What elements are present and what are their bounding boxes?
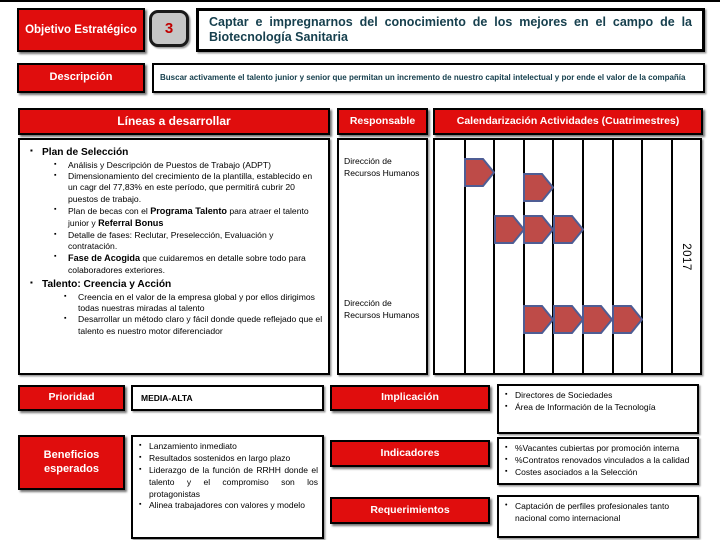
gantt-arrow xyxy=(582,305,613,334)
list-item: ▪ Resultados sostenidos en largo plazo xyxy=(133,453,318,465)
objective-title-box xyxy=(196,8,705,52)
objective-title: Captar e impregnarnos del conocimiento de los mejores en el campo de la Biotecnología Sanitaria xyxy=(209,15,692,44)
lineas-a-desarrollar-label: Líneas a desarrollar xyxy=(18,108,330,135)
list-item: ▪ Dimensionamiento del crecimiento de la plantilla, establecido en un cagr del 77,83% en este período, que permitirá cubrir 20 puestos de trabajo. xyxy=(20,171,324,205)
indicadores-list xyxy=(499,439,697,479)
list-item: ▪ Costes asociados a la Selección xyxy=(499,467,693,479)
list-item: ▪ Lanzamiento inmediato xyxy=(133,441,318,453)
descripcion-text: Buscar activamente el talento junior y senior que permitan un incremento de nuestro capital intelectual y por ende el valor de la compañía xyxy=(160,73,686,83)
implicacion-box xyxy=(497,384,699,434)
list-item: ▪ Detalle de fases: Reclutar, Preselección, Evaluación y contratación. xyxy=(20,230,324,253)
indicadores-box xyxy=(497,437,699,485)
beneficios-box xyxy=(131,435,324,539)
year-label: 2017 xyxy=(680,242,692,271)
objetivo-estrategico-text: Objetivo Estratégico xyxy=(25,23,137,36)
responsable-label: Responsable xyxy=(337,108,428,135)
list-item: ▪ %Vacantes cubiertas por promoción interna xyxy=(499,443,693,455)
list-item: ▪ Alinea trabajadores con valores y modelo xyxy=(133,500,318,512)
gantt-arrow xyxy=(553,305,584,334)
gantt-arrow xyxy=(523,173,554,202)
beneficios-list xyxy=(133,437,322,512)
list-item: ▪ Área de Información de la Tecnología xyxy=(499,402,693,414)
lineas-list xyxy=(20,140,328,337)
gantt-arrow xyxy=(494,215,525,244)
requerimientos-list xyxy=(499,497,697,525)
gantt-arrow xyxy=(464,158,495,187)
calendar-gridline xyxy=(582,140,584,373)
responsable-box xyxy=(337,138,428,375)
gantt-arrow xyxy=(553,215,584,244)
gantt-arrow xyxy=(612,305,643,334)
list-item: ▪ Talento: Creencia y Acción xyxy=(20,278,324,292)
list-item: ▪ Análisis y Descripción de Puestos de Trabajo (ADPT) xyxy=(20,160,324,171)
gantt-arrow xyxy=(523,215,554,244)
descripcion-label: Descripción xyxy=(17,63,145,93)
prioridad-value: MEDIA-ALTA xyxy=(141,393,193,403)
requerimientos-label: Requerimientos xyxy=(330,497,490,524)
calendar-gridline xyxy=(671,140,673,373)
gantt-arrow xyxy=(523,305,554,334)
descripcion-box xyxy=(152,63,705,93)
list-item: ▪ Creencia en el valor de la empresa global y por ellos dirigimos todas nuestras miradas al talento xyxy=(20,292,324,315)
list-item: ▪ %Contratos renovados vinculados a la calidad xyxy=(499,455,693,467)
calendar-grid xyxy=(433,138,702,375)
list-item: ▪ Desarrollar un método claro y fácil donde quede reflejado que el talento es nuestro motor diferenciador xyxy=(20,314,324,337)
list-item: • Captación de perfiles profesionales tanto nacional como internacional xyxy=(499,501,693,525)
prioridad-label: Prioridad xyxy=(18,385,125,411)
calendar-gridline xyxy=(612,140,614,373)
indicadores-label: Indicadores xyxy=(330,440,490,467)
prioridad-value-box xyxy=(131,385,324,411)
list-item: ▪ Plan de becas con el Programa Talento para atraer el talento junior y Referral Bonus xyxy=(20,205,324,230)
objective-number-badge xyxy=(149,10,189,47)
calendar-gridline xyxy=(641,140,643,373)
requerimientos-box xyxy=(497,495,699,538)
beneficios-esperados-label: Beneficios esperados xyxy=(18,435,125,490)
implicacion-list xyxy=(499,386,697,414)
objective-number: 3 xyxy=(164,20,174,37)
top-border-line xyxy=(0,0,720,2)
responsable-entry: Dirección de Recursos Humanos xyxy=(344,156,420,178)
responsable-entry: Dirección de Recursos Humanos xyxy=(344,298,420,320)
list-item: ▪ Directores de Sociedades xyxy=(499,390,693,402)
calendarizacion-label: Calendarización Actividades (Cuatrimestres) xyxy=(433,108,703,135)
objetivo-estrategico-label xyxy=(17,8,145,52)
list-item: ▪ Fase de Acogida que cuidaremos en detalle sobre todo para colaboradores exteriores. xyxy=(20,252,324,276)
year-column xyxy=(672,140,700,373)
lineas-a-desarrollar-box xyxy=(18,138,330,375)
list-item: ▪ Plan de Selección xyxy=(20,146,324,160)
list-item: ▪ Liderazgo de la función de RRHH donde el talento y el compromiso son los protagonistas xyxy=(133,465,318,501)
implicacion-label: Implicación xyxy=(330,385,490,411)
